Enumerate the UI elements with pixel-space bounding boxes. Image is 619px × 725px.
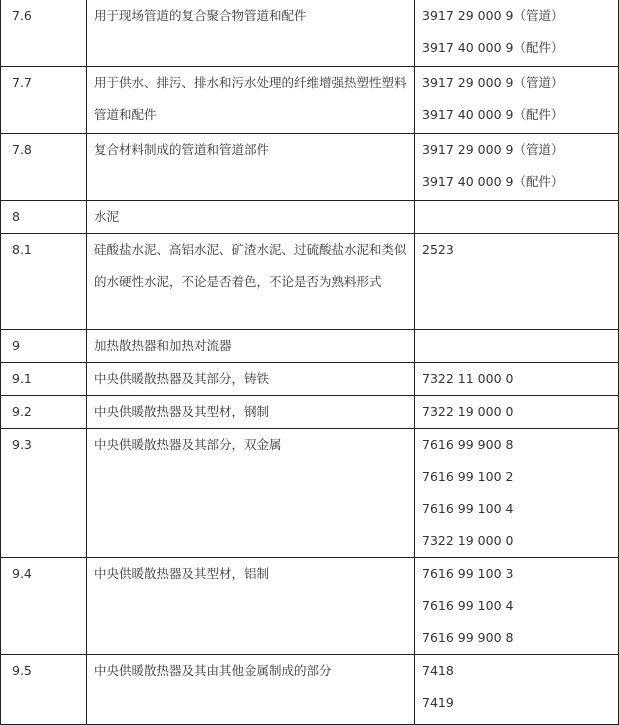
table-row — [1, 234, 619, 330]
hs-code: 2523 — [422, 242, 454, 257]
hs-code: 3917 29 000 9（管道） — [422, 75, 564, 90]
item-description: 中央供暖散热器及其型材，铝制 — [87, 558, 415, 655]
table-row — [1, 0, 619, 67]
hs-codes — [415, 134, 619, 201]
item-number: 7.8 — [1, 134, 87, 201]
item-description: 水泥 — [87, 201, 415, 234]
hs-code: 3917 40 000 9（配件） — [422, 40, 564, 55]
table-row — [1, 330, 619, 363]
hs-code: 7616 99 900 8 — [422, 630, 514, 645]
table-body — [1, 0, 619, 725]
hs-codes — [415, 234, 619, 330]
item-number: 7.7 — [1, 67, 87, 134]
item-description: 复合材料制成的管道和管道部件 — [87, 134, 415, 201]
item-description: 中央供暖散热器及其部分，铸铁 — [87, 363, 415, 396]
table-row — [1, 201, 619, 234]
hs-codes — [415, 396, 619, 429]
hs-code: 7616 99 900 8 — [422, 437, 514, 452]
table-row — [1, 396, 619, 429]
hs-code: 7419 — [422, 695, 454, 710]
item-description: 中央供暖散热器及其型材，钢制 — [87, 396, 415, 429]
hs-codes — [415, 363, 619, 396]
hs-code: 7418 — [422, 663, 454, 678]
hs-codes — [415, 330, 619, 363]
hs-code: 7616 99 100 2 — [422, 469, 514, 484]
hs-codes — [415, 558, 619, 655]
table-row — [1, 67, 619, 134]
item-number: 8.1 — [1, 234, 87, 330]
item-number: 9.1 — [1, 363, 87, 396]
item-description: 硅酸盐水泥、高铝水泥、矿渣水泥、过硫酸盐水泥和类似的水硬性水泥，不论是否着色，不论是否为熟料形式 — [87, 234, 415, 330]
hs-code: 3917 40 000 9（配件） — [422, 174, 564, 189]
hs-codes — [415, 429, 619, 558]
hs-code: 3917 29 000 9（管道） — [422, 142, 564, 157]
item-number: 9.2 — [1, 396, 87, 429]
hs-codes — [415, 67, 619, 134]
table-row — [1, 429, 619, 558]
hs-code: 7616 99 100 4 — [422, 598, 514, 613]
hs-code: 7322 11 000 0 — [422, 371, 514, 386]
item-description: 加热散热器和加热对流器 — [87, 330, 415, 363]
hs-code: 3917 29 000 9（管道） — [422, 8, 564, 23]
hs-code: 7616 99 100 3 — [422, 566, 514, 581]
table-row — [1, 134, 619, 201]
item-number: 9.3 — [1, 429, 87, 558]
table-row — [1, 558, 619, 655]
item-description: 用于现场管道的复合聚合物管道和配件 — [87, 0, 415, 67]
item-description: 中央供暖散热器及其由其他金属制成的部分 — [87, 655, 415, 725]
item-number: 8 — [1, 201, 87, 234]
hs-codes — [415, 201, 619, 234]
hs-codes — [415, 655, 619, 725]
item-number: 7.6 — [1, 0, 87, 67]
item-number: 9.4 — [1, 558, 87, 655]
item-number: 9 — [1, 330, 87, 363]
table-row — [1, 363, 619, 396]
hs-code: 7322 19 000 0 — [422, 404, 514, 419]
hs-code: 3917 40 000 9（配件） — [422, 107, 564, 122]
item-description: 用于供水、排污、排水和污水处理的纤维增强热塑性塑料管道和配件 — [87, 67, 415, 134]
hs-code: 7322 19 000 0 — [422, 533, 514, 548]
item-description: 中央供暖散热器及其部分，双金属 — [87, 429, 415, 558]
table-row — [1, 655, 619, 725]
hs-code: 7616 99 100 4 — [422, 501, 514, 516]
hs-codes — [415, 0, 619, 67]
item-number: 9.5 — [1, 655, 87, 725]
